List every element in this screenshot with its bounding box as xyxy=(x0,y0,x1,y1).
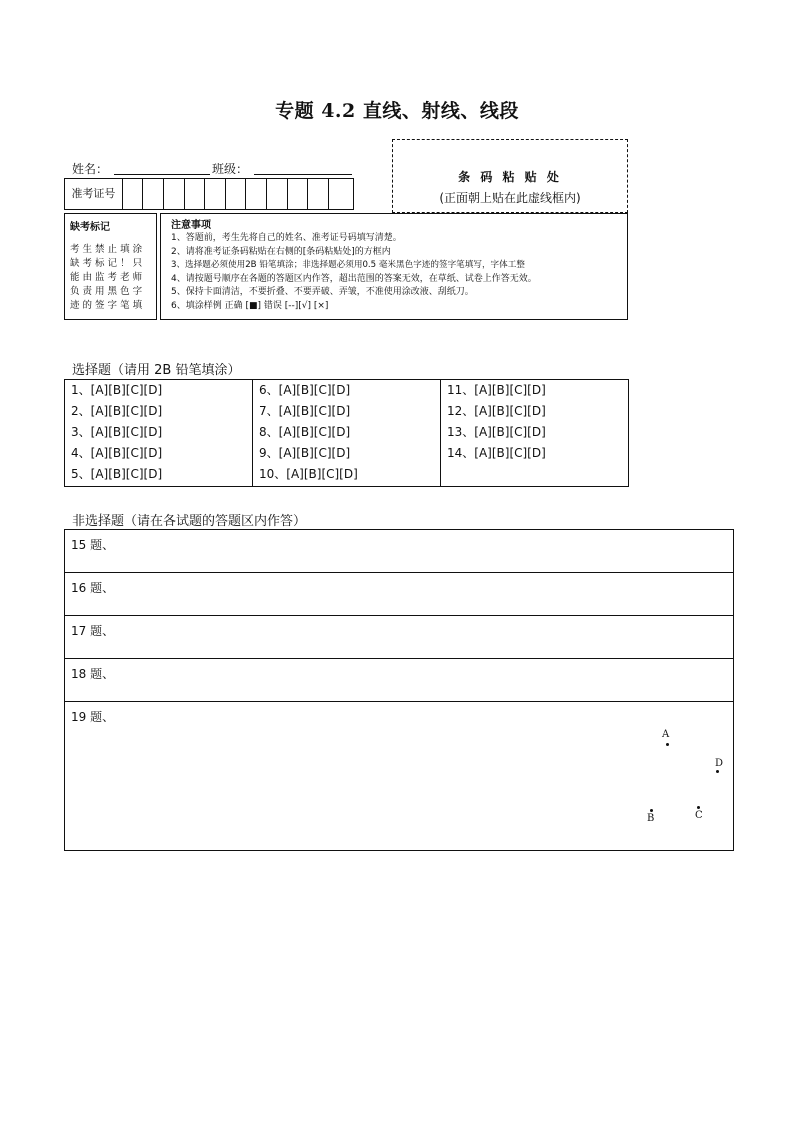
class-label: 班级： xyxy=(212,162,249,176)
mc-question-12[interactable]: 12、[A][B][C][D] xyxy=(447,404,546,418)
point-d-dot xyxy=(716,770,719,773)
question-16[interactable] xyxy=(65,573,733,616)
notes-item: 3、选择题必须使用2B 铅笔填涂；非选择题必须用0.5 毫米黑色字迹的签字笔填写，字体工整 xyxy=(171,260,525,271)
exam-id-box xyxy=(64,178,354,210)
notes-item: 2、请将准考证条码粘贴在右侧的[条码粘贴处]的方框内 xyxy=(171,246,391,257)
mc-question-13[interactable]: 13、[A][B][C][D] xyxy=(447,425,546,439)
exam-id-cell[interactable] xyxy=(226,179,247,209)
absence-line: 能 由 监 考 老 师 xyxy=(70,272,143,283)
question-15[interactable] xyxy=(65,530,733,573)
mc-question-3[interactable]: 3、[A][B][C][D] xyxy=(71,425,163,439)
point-b-dot xyxy=(650,809,653,812)
absence-line: 缺 考 标 记 ！ 只 xyxy=(70,258,143,269)
mc-column xyxy=(253,380,441,486)
barcode-area xyxy=(392,139,628,213)
absence-line: 负 责 用 黑 色 字 xyxy=(70,286,143,297)
exam-id-cell[interactable] xyxy=(205,179,226,209)
mc-question-2[interactable]: 2、[A][B][C][D] xyxy=(71,404,163,418)
question-label: 16 题、 xyxy=(71,581,115,595)
absence-line: 迹 的 签 字 笔 填 xyxy=(70,300,143,311)
question-label: 15 题、 xyxy=(71,538,115,552)
notes-item: 5、保持卡面清洁，不要折叠、不要弄破、弄皱，不准使用涂改液、刮纸刀。 xyxy=(171,287,474,298)
point-label-a: A xyxy=(662,729,670,740)
question-19[interactable] xyxy=(65,702,733,850)
exam-id-cell[interactable] xyxy=(267,179,288,209)
absence-line: 考 生 禁 止 填 涂 xyxy=(70,244,143,255)
barcode-subtitle: (正面朝上贴在此虚线框内) xyxy=(439,191,581,205)
question-label: 17 题、 xyxy=(71,624,115,638)
exam-id-cell[interactable] xyxy=(185,179,206,209)
mc-heading: 选择题（请用 2B 铅笔填涂） xyxy=(72,363,241,378)
notes-item: 1、答题前，考生先将自己的姓名、准考证号码填写清楚。 xyxy=(171,233,402,243)
mc-question-10[interactable]: 10、[A][B][C][D] xyxy=(259,467,358,481)
notes-title: 注意事项 xyxy=(171,220,211,231)
name-field[interactable] xyxy=(114,160,210,175)
page-title: 专题 4.2 直线、射线、线段 xyxy=(275,100,519,122)
non-mc-heading: 非选择题（请在各试题的答题区内作答） xyxy=(72,514,307,529)
notes-item: 4、请按题号顺序在各题的答题区内作答，超出范围的答案无效，在草纸、试卷上作答无效。 xyxy=(171,273,537,284)
question-17[interactable] xyxy=(65,616,733,659)
mc-column xyxy=(441,380,628,486)
exam-id-label: 准考证号 xyxy=(65,179,123,209)
exam-id-cell[interactable] xyxy=(143,179,164,209)
mc-column xyxy=(65,380,253,486)
absence-title: 缺考标记 xyxy=(70,222,110,233)
question-label: 18 题、 xyxy=(71,667,115,681)
mc-question-6[interactable]: 6、[A][B][C][D] xyxy=(259,383,351,397)
absence-mark-box xyxy=(64,213,157,320)
mc-question-7[interactable]: 7、[A][B][C][D] xyxy=(259,404,351,418)
point-c-dot xyxy=(697,806,700,809)
mc-question-1[interactable]: 1、[A][B][C][D] xyxy=(71,383,163,397)
point-label-d: D xyxy=(715,758,724,769)
mc-question-11[interactable]: 11、[A][B][C][D] xyxy=(447,383,546,397)
mc-question-5[interactable]: 5、[A][B][C][D] xyxy=(71,467,163,481)
class-field[interactable] xyxy=(254,160,352,175)
exam-id-cell[interactable] xyxy=(164,179,185,209)
mc-question-9[interactable]: 9、[A][B][C][D] xyxy=(259,446,351,460)
mc-question-8[interactable]: 8、[A][B][C][D] xyxy=(259,425,351,439)
mc-question-14[interactable]: 14、[A][B][C][D] xyxy=(447,446,546,460)
notes-item: 6、填涂样例 正确 [■] 错误 [--][√] [×] xyxy=(171,300,329,311)
exam-id-cell[interactable] xyxy=(308,179,329,209)
notes-box xyxy=(160,213,628,320)
barcode-title: 条 码 粘 贴 处 xyxy=(458,170,562,184)
question-label: 19 题、 xyxy=(71,710,115,724)
exam-id-cell[interactable] xyxy=(246,179,267,209)
question-18[interactable] xyxy=(65,659,733,702)
exam-id-cell[interactable] xyxy=(288,179,309,209)
mc-question-4[interactable]: 4、[A][B][C][D] xyxy=(71,446,163,460)
answer-area xyxy=(64,529,734,851)
mc-grid xyxy=(64,379,629,487)
point-label-b: B xyxy=(647,813,655,824)
exam-id-cell[interactable] xyxy=(329,179,353,209)
point-label-c: C xyxy=(695,810,703,821)
point-a-dot xyxy=(666,743,669,746)
exam-id-cell[interactable] xyxy=(123,179,144,209)
name-label: 姓名： xyxy=(72,162,109,176)
